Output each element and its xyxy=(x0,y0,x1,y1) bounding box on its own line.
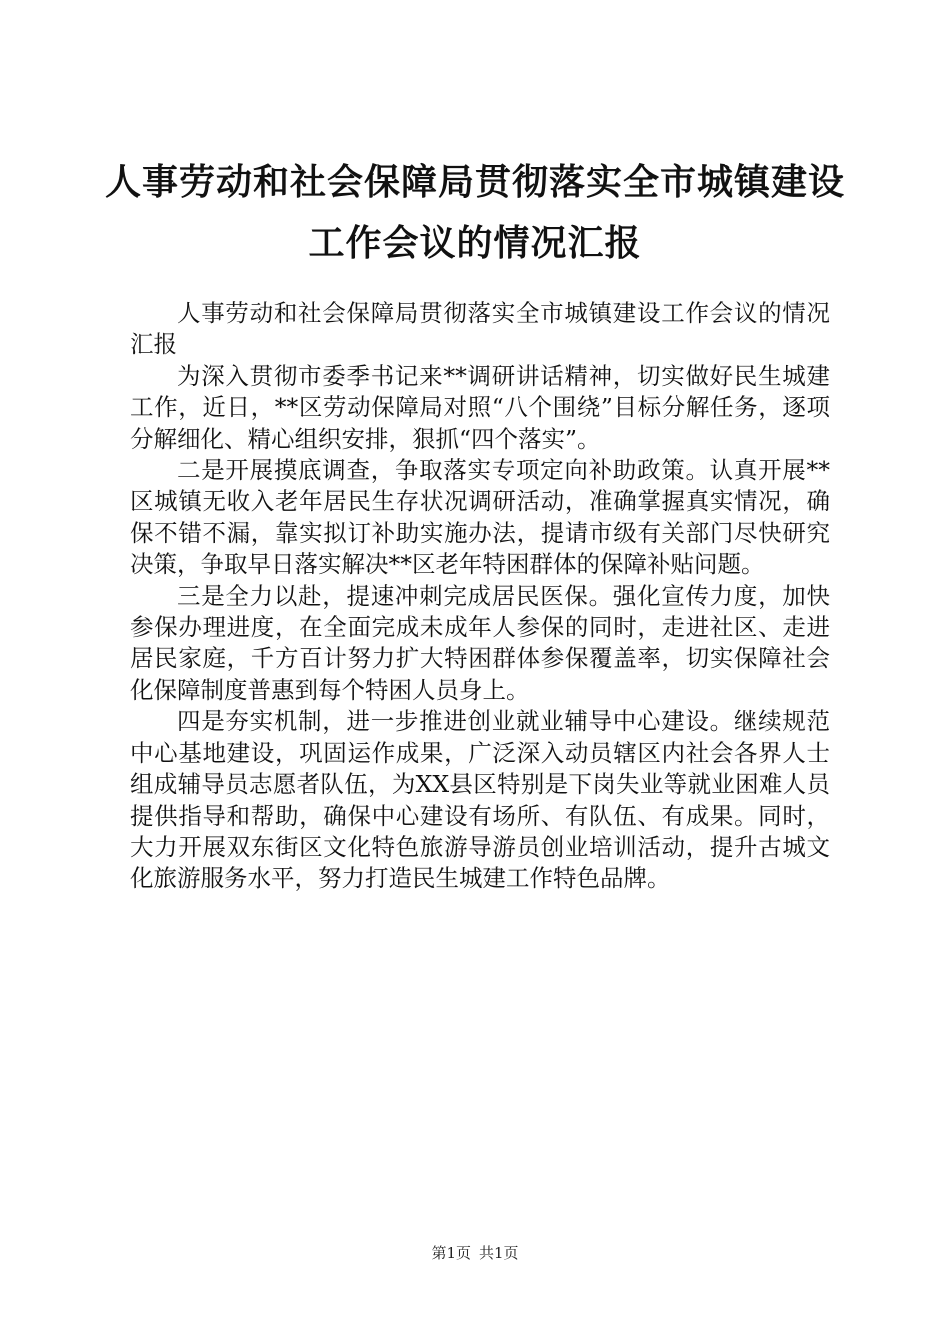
page-footer xyxy=(0,1243,950,1263)
paragraph-point-two: 二是开展摸底调查，争取落实专项定向补助政策。认真开展**区城镇无收入老年居民生存状况调研活动，准确掌握真实情况，确保不错不漏，靠实拟订补助实施办法，提请市级有关部门尽快研究决策，争取早日落实解决**区老年特困群体的保障补贴问题。 xyxy=(130,456,830,579)
paragraph-point-four: 四是夯实机制，进一步推进创业就业辅导中心建设。继续规范中心基地建设，巩固运作成果，广泛深入动员辖区内社会各界人士组成辅导员志愿者队伍，为XX县区特别是下岗失业等就业困难人员提供指导和帮助，确保中心建设有场所、有队伍、有成果。同时，大力开展双东街区文化特色旅游导游员创业培训活动，提升古城文化旅游服务水平，努力打造民生城建工作特色品牌。 xyxy=(130,707,830,893)
page-number: 第1页 xyxy=(431,1244,471,1262)
page-total: 共1页 xyxy=(479,1244,519,1262)
document-title-line-1: 人事劳动和社会保障局贯彻落实全市城镇建设 xyxy=(104,162,845,203)
paragraph-subtitle: 人事劳动和社会保障局贯彻落实全市城镇建设工作会议的情况汇报 xyxy=(130,299,830,359)
document-body xyxy=(130,298,830,895)
document-title-line-2: 工作会议的情况汇报 xyxy=(308,223,642,264)
paragraph-point-three: 三是全力以赴，提速冲刺完成居民医保。强化宣传力度，加快参保办理进度，在全面完成未成年人参保的同时，走进社区、走进居民家庭，千方百计努力扩大特困群体参保覆盖率，切实保障社会化保障制度普惠到每个特困人员身上。 xyxy=(130,581,830,704)
paragraph-intro: 为深入贯彻市委季书记来**调研讲话精神，切实做好民生城建工作，近日，**区劳动保障局对照“八个围绕”目标分解任务，逐项分解细化、精心组织安排，狠抓“四个落实”。 xyxy=(130,361,830,453)
